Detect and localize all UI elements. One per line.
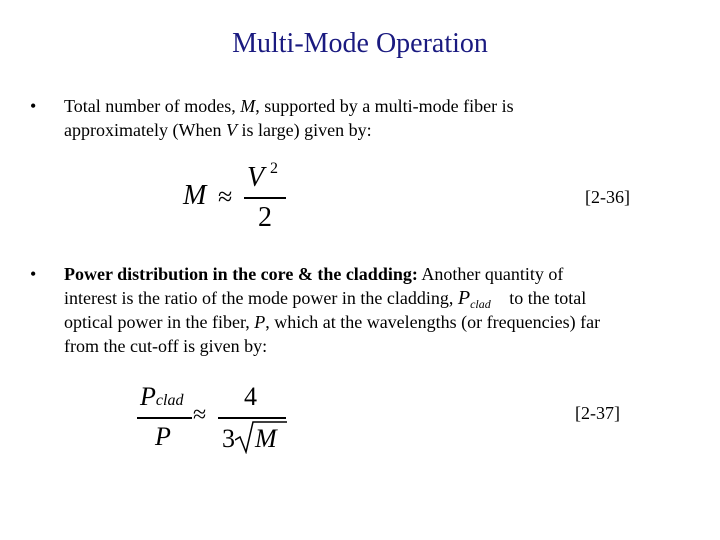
bullet-2-line-1: Power distribution in the core & the cladding: Another quantity of [64, 264, 564, 284]
eq2-rhs-numerator: 4 [244, 382, 257, 411]
bullet-2-line-2: interest is the ratio of the mode power in the cladding, $P_{clad}$ to the total [64, 287, 587, 311]
eq1-tag: [2-36] [585, 187, 630, 207]
eq1-exponent: 2 [270, 160, 278, 177]
eq1-denominator: 2 [258, 202, 272, 233]
bullet-2-line-4: from the cut-off is given by: [64, 336, 268, 356]
bullet-marker: • [30, 96, 37, 116]
eq2-lhs-fraction-bar [137, 417, 192, 419]
eq2-rhs-fraction-bar [218, 417, 286, 419]
eq1-approx: ≈ [218, 182, 233, 211]
slide-title: Multi-Mode Operation [232, 28, 488, 59]
bullet-1-line-1: Total number of modes, M, supported by a multi-mode fiber is [64, 96, 514, 116]
eq2-lhs-denominator: P [155, 422, 171, 451]
eq1-lhs: M [183, 180, 207, 211]
eq2-rhs-den-coefficient: 3 [222, 424, 235, 453]
eq2-lhs-numerator: Pclad [140, 382, 184, 411]
eq1-fraction-bar [244, 197, 286, 199]
bullet-1-line-2: approximately (When V is large) given by: [64, 120, 372, 140]
eq2-approx: ≈ [193, 402, 207, 428]
eq1-numerator: V [247, 162, 265, 193]
bullet-2-line-3: optical power in the fiber, P, which at the wavelengths (or frequencies) far [64, 312, 601, 332]
eq2-rhs-den-variable: M [255, 424, 277, 453]
pclad-symbol: $P_{clad}$ [457, 287, 491, 311]
eq2-tag: [2-37] [575, 403, 620, 423]
bullet-marker: • [30, 264, 37, 284]
